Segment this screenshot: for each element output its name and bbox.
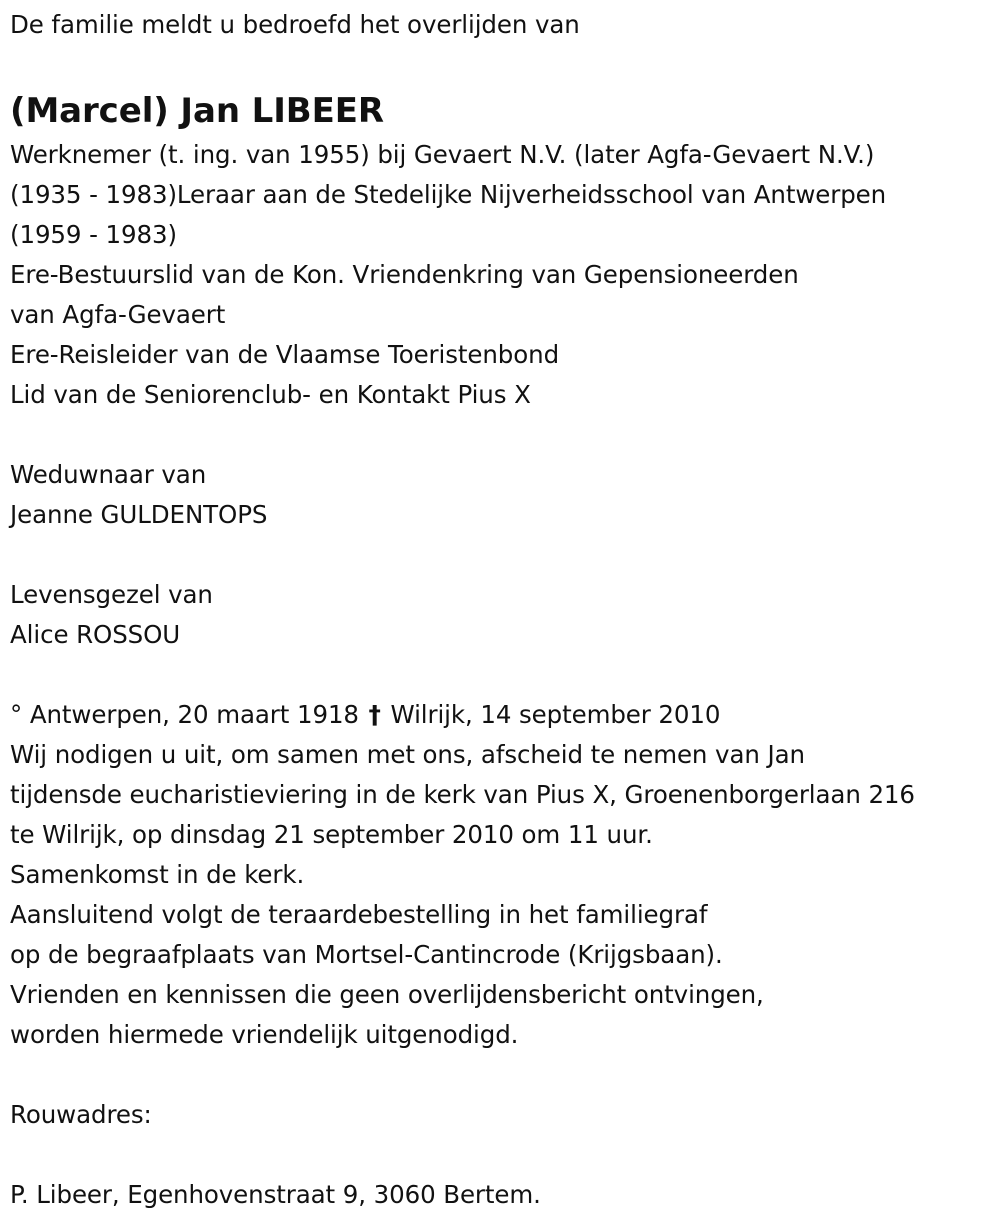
career-line: van Agfa-Gevaert: [10, 300, 226, 329]
spacer: [10, 45, 995, 85]
spacer: [10, 535, 995, 575]
invitation-line: Aansluitend volgt de teraardebestelling in het familiegraf: [10, 900, 708, 929]
career-list: [10, 135, 995, 415]
career-line: Ere-Bestuurslid van de Kon. Vriendenkring van Gepensioneerden: [10, 260, 799, 289]
intro-text: De familie meldt u bedroefd het overlijden van: [10, 10, 580, 39]
widower-spouse-name: Jeanne GULDENTOPS: [10, 500, 268, 529]
birth-death-dates: [10, 695, 995, 735]
career-line: Ere-Reisleider van de Vlaamse Toeristenbond: [10, 340, 560, 369]
invitation-line: op de begraafplaats van Mortsel-Cantincrode (Krijgsbaan).: [10, 940, 723, 969]
obituary-notice: [10, 5, 995, 1215]
partner-name: Alice ROSSOU: [10, 620, 181, 649]
spacer: [10, 415, 995, 455]
spacer: [10, 1055, 995, 1095]
career-line: (1959 - 1983): [10, 220, 177, 249]
partner-label: Levensgezel van: [10, 580, 213, 609]
address-label: Rouwadres:: [10, 1100, 152, 1129]
cross-icon: †: [368, 700, 381, 729]
invitation-text: [10, 735, 995, 1055]
death-date: Wilrijk, 14 september 2010: [390, 700, 721, 729]
invitation-line: te Wilrijk, op dinsdag 21 september 2010 om 11 uur.: [10, 820, 653, 849]
spacer: [10, 655, 995, 695]
birth-date: ° Antwerpen, 20 maart 1918: [10, 700, 359, 729]
career-line: Lid van de Seniorenclub- en Kontakt Pius X: [10, 380, 531, 409]
invitation-line: worden hiermede vriendelijk uitgenodigd.: [10, 1020, 519, 1049]
widower-section: [10, 455, 995, 535]
invitation-line: Samenkomst in de kerk.: [10, 860, 305, 889]
address-value: P. Libeer, Egenhovenstraat 9, 3060 Bertem.: [10, 1180, 541, 1209]
deceased-name: (Marcel) Jan LIBEER: [10, 91, 384, 131]
career-line: (1935 - 1983)Leraar aan de Stedelijke Nijverheidsschool van Antwerpen: [10, 180, 887, 209]
career-line: Werknemer (t. ing. van 1955) bij Gevaert N.V. (later Agfa-Gevaert N.V.): [10, 140, 875, 169]
spacer: [10, 1135, 995, 1175]
invitation-line: Vrienden en kennissen die geen overlijdensbericht ontvingen,: [10, 980, 764, 1009]
widower-label: Weduwnaar van: [10, 460, 207, 489]
invitation-line: tijdensde eucharistieviering in de kerk van Pius X, Groenenborgerlaan 216: [10, 780, 915, 809]
partner-section: [10, 575, 995, 655]
invitation-line: Wij nodigen u uit, om samen met ons, afscheid te nemen van Jan: [10, 740, 805, 769]
